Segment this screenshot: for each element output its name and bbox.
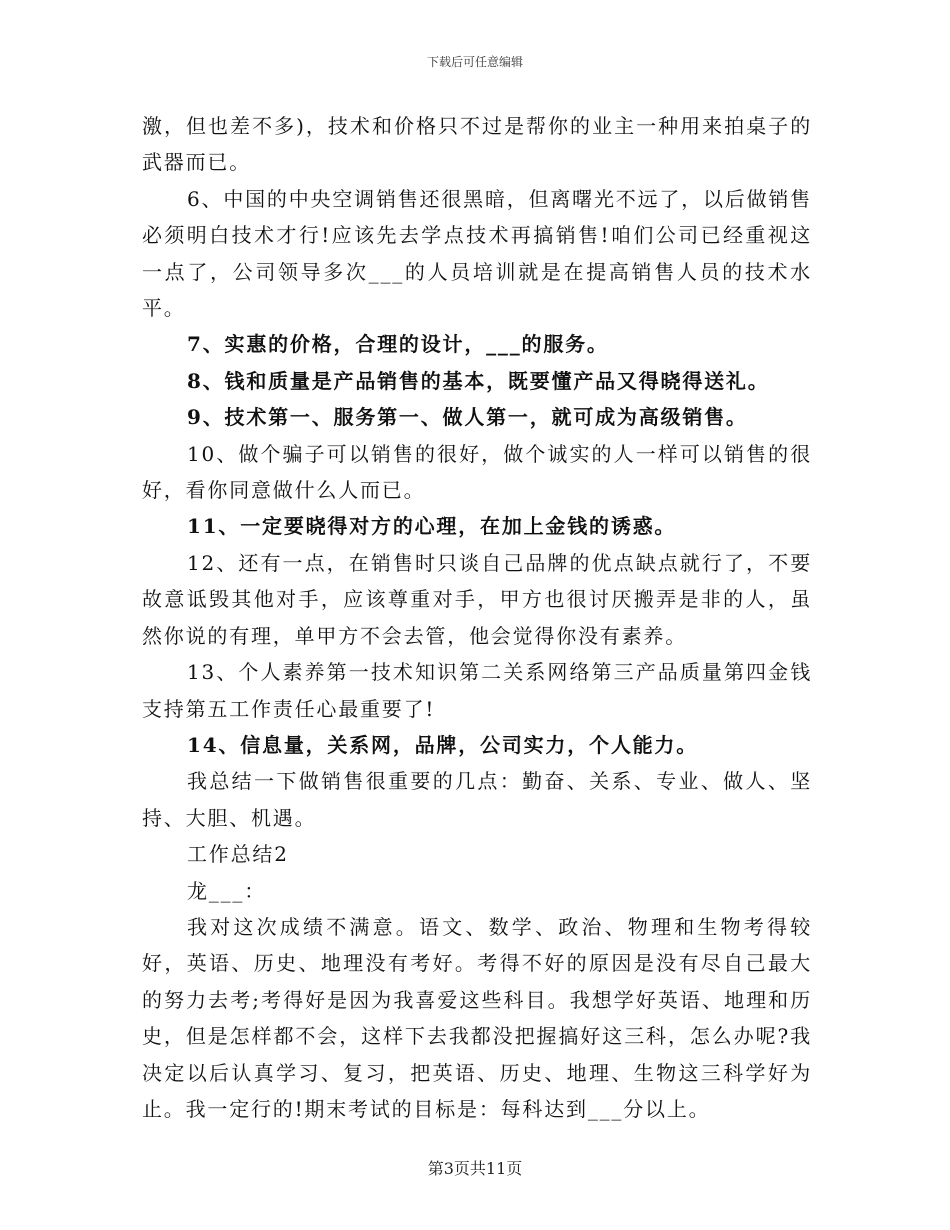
page-header: 下载后可任意编辑 <box>426 55 523 69</box>
paragraph: 13、个人素养第一技术知识第二关系网络第三产品质量第四金钱支持第五工作责任心最重要了! <box>142 660 812 721</box>
paragraph: 8、钱和质量是产品销售的基本，既要懂产品又得晓得送礼。 <box>187 368 770 393</box>
paragraph: 10、做个骗子可以销售的很好，做个诚实的人一样可以销售的很好，看你同意做什么人而已。 <box>142 441 812 503</box>
paragraph: 工作总结2 <box>187 842 289 867</box>
paragraph: 11、一定要晓得对方的心理，在加上金钱的诱惑。 <box>187 514 677 539</box>
paragraph: 激，但也差不多)，技术和价格只不过是帮你的业主一种用来拍桌子的武器而已。 <box>142 114 812 175</box>
page-footer: 第3页共11页 <box>427 1159 523 1178</box>
paragraph: 14、信息量，关系网，品牌，公司实力，个人能力。 <box>187 732 699 757</box>
paragraph: 9、技术第一、服务第一、做人第一，就可成为高级销售。 <box>187 405 748 430</box>
paragraph: 7、实惠的价格，合理的设计，___的服务。 <box>187 332 609 357</box>
paragraph: 12、还有一点，在销售时只谈自己品牌的优点缺点就行了，不要故意诋毁其他对手，应该尊重对手，甲方也很讨厌搬弄是非的人，虽然你说的有理，单甲方不会去管，他会觉得你没有素养。 <box>142 550 812 648</box>
paragraph: 龙___： <box>187 878 266 903</box>
paragraph: 我对这次成绩不满意。语文、数学、政治、物理和生物考得较好，英语、历史、地理没有考好。考得不好的原因是没有尽自己最大的努力去考;考得好是因为我喜爱这些科目。我想学好英语、地理和历史，但是怎样都不会，这样下去我都没把握搞好这三科，怎么办呢?我决定以后认真学习、复习，把英语、历史、地理、生物这三科学好为止。我一定行的!期末考试的目标是：每科达到___分以上。 <box>142 914 812 1121</box>
paragraph: 6、中国的中央空调销售还很黑暗，但离曙光不远了，以后做销售必须明白技术才行!应该先去学点技术再搞销售!咱们公司已经重视这一点了，公司领导多次___的人员培训就是在提高销售人员的技术水平。 <box>142 186 812 321</box>
document-body <box>142 108 812 1127</box>
paragraph: 我总结一下做销售很重要的几点：勤奋、关系、专业、做人、坚持、大胆、机遇。 <box>142 769 812 830</box>
